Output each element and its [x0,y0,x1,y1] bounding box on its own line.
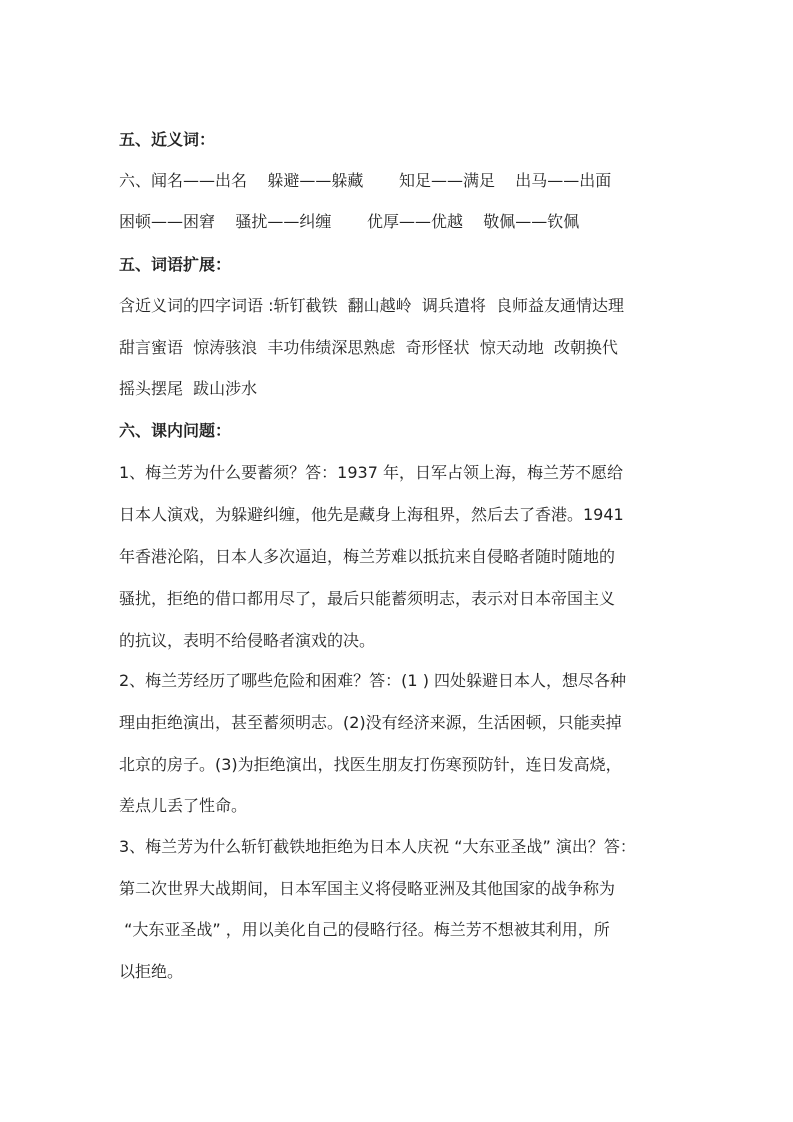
question-1-line-1: 1、梅兰芳为什么要蓄须？答：1937 年，日军占领上海，梅兰芳不愿给 [119,463,623,482]
question-3-line-4: 以拒绝。 [119,962,184,981]
question-3-line-2: 第二次世界大战期间，日本军国主义将侵略亚洲及其他国家的战争称为 [119,879,616,898]
questions-heading: 六、课内问题： [119,421,232,440]
question-1-line-5: 的抗议，表明不给侵略者演戏的决。 [119,631,376,650]
synonyms-line-2: 困顿——困窘 骚扰——纠缠 优厚——优越 敬佩——钦佩 [119,212,580,231]
expansion-line-1: 含近义词的四字词语 :斩钉截铁 翻山越岭 调兵遣将 良师益友通情达理 [119,296,624,315]
expansion-heading: 五、词语扩展： [119,255,232,274]
question-2-line-3: 北京的房子。(3)为拒绝演出，找医生朋友打伤寒预防针，连日发高烧， [119,755,622,774]
question-2-line-1: 2、梅兰芳经历了哪些危险和困难？答：(1 ) 四处躲避日本人，想尽各种 [119,671,627,690]
expansion-line-3: 摇头摆尾 跋山涉水 [119,379,258,398]
question-1-line-2: 日本人演戏，为躲避纠缠，他先是藏身上海租界，然后去了香港。1941 [119,505,624,524]
synonyms-line-1: 六、闻名——出名 躲避——躲藏 知足——满足 出马——出面 [119,171,612,190]
question-2-line-2: 理由拒绝演出，甚至蓄须明志。(2)没有经济来源，生活困顿，只能卖掉 [119,713,622,732]
question-3-line-3: “大东亚圣战” ，用以美化自己的侵略行径。梅兰芳不想被其利用，所 [119,920,610,939]
synonyms-heading: 五、近义词： [119,130,216,149]
question-1-line-3: 年香港沦陷，日本人多次逼迫，梅兰芳难以抵抗来自侵略者随时随地的 [119,547,616,566]
question-2-line-4: 差点儿丢了性命。 [119,796,248,815]
question-3-line-1: 3、梅兰芳为什么斩钉截铁地拒绝为日本人庆祝 “大东亚圣战” 演出？答： [119,837,636,856]
expansion-line-2: 甜言蜜语 惊涛骇浪 丰功伟绩深思熟虑 奇形怪状 惊天动地 改朝换代 [119,338,618,357]
question-1-line-4: 骚扰，拒绝的借口都用尽了，最后只能蓄须明志，表示对日本帝国主义 [119,589,616,608]
